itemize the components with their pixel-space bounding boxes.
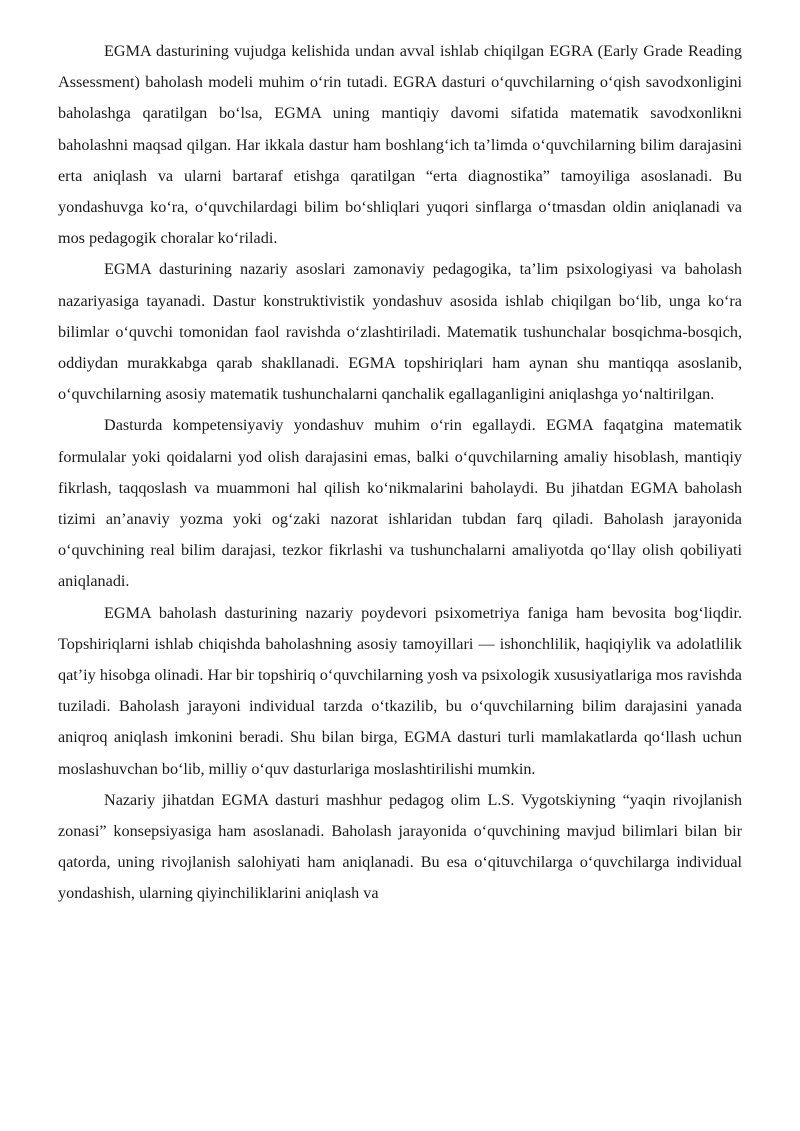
paragraph: Nazariy jihatdan EGMA dasturi mashhur pedagog olim L.S. Vygotskiyning “yaqin rivojlanish zonasi” konsepsiyasiga ham asoslanadi. Baholash jarayonida o‘quvchining mavjud bilimlari bilan bir qatorda, uning rivojlanish salohiyati ham aniqlanadi. Bu esa o‘qituvchilarga o‘quvchilarga individual yondashish, ularning qiyinchiliklarini aniqlash va (58, 790, 742, 903)
document-page (58, 36, 742, 910)
paragraph: EGMA dasturining nazariy asoslari zamonaviy pedagogika, ta’lim psixologiyasi va baholash nazariyasiga tayanadi. Dastur konstruktivistik yondashuv asosida ishlab chiqilgan bo‘lib, unga ko‘ra bilimlar o‘quvchi tomonidan faol ravishda o‘zlashtiriladi. Matematik tushunchalar bosqichma-bosqich, oddiydan murakkabga qarab shakllanadi. EGMA topshiriqlari ham aynan shu mantiqqa asoslanib, o‘quvchilarning asosiy matematik tushunchalarni qanchalik egallaganligini aniqlashga yo‘naltirilgan. (58, 260, 742, 404)
paragraph: Dasturda kompetensiyaviy yondashuv muhim o‘rin egallaydi. EGMA faqatgina matematik formulalar yoki qoidalarni yod olish darajasini emas, balki o‘quvchilarning amaliy hisoblash, mantiqiy fikrlash, taqqoslash va muammoni hal qilish ko‘nikmalarini baholaydi. Bu jihatdan EGMA baholash tizimi an’anaviy yozma yoki og‘zaki nazorat ishlaridan tubdan farq qiladi. Baholash jarayonida o‘quvchining real bilim darajasi, tezkor fikrlashi va tushunchalarni amaliyotda qo‘llay olish qobiliyati aniqlanadi. (58, 416, 742, 591)
paragraph: EGMA dasturining vujudga kelishida undan avval ishlab chiqilgan EGRA (Early Grade Reading Assessment) baholash modeli muhim o‘rin tutadi. EGRA dasturi o‘quvchilarning o‘qish savodxonligini baholashga qaratilgan bo‘lsa, EGMA uning mantiqiy davomi sifatida matematik savodxonlikni baholashni maqsad qilgan. Har ikkala dastur ham boshlang‘ich ta’limda o‘quvchilarning bilim darajasini erta aniqlash va ularni bartaraf etishga qaratilgan “erta diagnostika” tamoyiliga asoslanadi. Bu yondashuvga ko‘ra, o‘quvchilardagi bilim bo‘shliqlari yuqori sinflarga o‘tmasdan oldin aniqlanadi va mos pedagogik choralar ko‘riladi. (58, 42, 742, 248)
paragraph: EGMA baholash dasturining nazariy poydevori psixometriya faniga ham bevosita bog‘liqdir. Topshiriqlarni ishlab chiqishda baholashning asosiy tamoyillari — ishonchlilik, haqiqiylik va adolatlilik qat’iy hisobga olinadi. Har bir topshiriq o‘quvchilarning yosh va psixologik xususiyatlariga mos ravishda tuziladi. Baholash jarayoni individual tarzda o‘tkazilib, bu o‘quvchilarning bilim darajasini yanada aniqroq aniqlash imkonini beradi. Shu bilan birga, EGMA dasturi turli mamlakatlarda qo‘llash uchun moslashuvchan bo‘lib, milliy o‘quv dasturlariga moslashtirilishi mumkin. (58, 603, 742, 778)
